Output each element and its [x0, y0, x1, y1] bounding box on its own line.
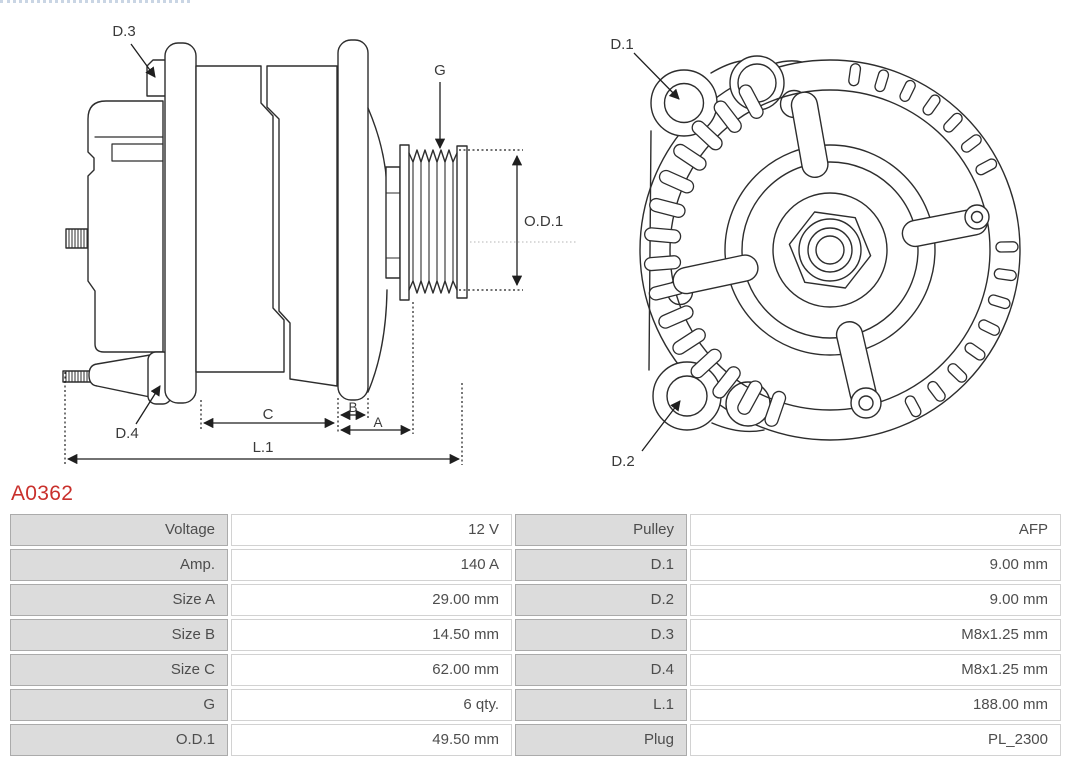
spec-value-cell: AFP	[690, 514, 1061, 546]
spec-label-cell: G	[10, 689, 228, 721]
front-bracket-flange	[338, 40, 368, 400]
label-d2: D.2	[611, 453, 635, 470]
label-g: G	[434, 62, 446, 79]
spec-label-cell: Pulley	[515, 514, 687, 546]
label-d3: D.3	[112, 23, 136, 40]
label-dim-a: A	[373, 415, 383, 430]
rear-bracket-flange	[165, 43, 196, 403]
spec-table	[7, 511, 1064, 759]
spec-value-cell: 14.50 mm	[231, 619, 512, 651]
spec-value-cell: 62.00 mm	[231, 654, 512, 686]
leader-d3	[131, 44, 155, 77]
spec-row	[10, 584, 1061, 616]
spec-label-cell: D.4	[515, 654, 687, 686]
ear-bottom-right	[851, 388, 881, 418]
spec-value-cell: 140 A	[231, 549, 512, 581]
pulley	[400, 145, 467, 300]
label-d1: D.1	[610, 36, 634, 53]
spec-label-cell: Size B	[10, 619, 228, 651]
spec-label-cell: Plug	[515, 724, 687, 756]
spec-value-cell: 29.00 mm	[231, 584, 512, 616]
spec-label-cell: Size C	[10, 654, 228, 686]
spec-label-cell: Amp.	[10, 549, 228, 581]
spec-value-cell: M8x1.25 mm	[690, 619, 1061, 651]
spec-value-cell: PL_2300	[690, 724, 1061, 756]
spec-label-cell: D.1	[515, 549, 687, 581]
spec-row	[10, 619, 1061, 651]
spec-row	[10, 724, 1061, 756]
label-d4: D.4	[115, 425, 139, 442]
spec-value-cell: 6 qty.	[231, 689, 512, 721]
shaft	[386, 167, 400, 278]
spec-label-cell: Size A	[10, 584, 228, 616]
spec-value-cell: M8x1.25 mm	[690, 654, 1061, 686]
spec-value-cell: 49.50 mm	[231, 724, 512, 756]
label-od1: O.D.1	[524, 213, 564, 230]
spec-value-cell: 188.00 mm	[690, 689, 1061, 721]
label-dim-l1: L.1	[252, 439, 274, 456]
side-view-drawing	[63, 40, 467, 404]
spec-row	[10, 654, 1061, 686]
spec-label-cell: L.1	[515, 689, 687, 721]
spec-row	[10, 549, 1061, 581]
top-edge-artifact	[0, 0, 190, 3]
front-cone	[368, 108, 387, 392]
label-dim-c: C	[262, 406, 274, 423]
spec-value-cell: 9.00 mm	[690, 584, 1061, 616]
spec-row	[10, 689, 1061, 721]
spec-row	[10, 514, 1061, 546]
rear-cover	[88, 101, 163, 352]
spec-label-cell: D.2	[515, 584, 687, 616]
ear-right	[965, 205, 989, 229]
spec-value-cell: 12 V	[231, 514, 512, 546]
label-dim-b: B	[348, 400, 358, 415]
spec-label-cell: Voltage	[10, 514, 228, 546]
spec-label-cell: D.3	[515, 619, 687, 651]
stator-body	[196, 66, 284, 372]
spec-label-cell: O.D.1	[10, 724, 228, 756]
part-number: A0362	[11, 482, 74, 505]
spec-value-cell: 9.00 mm	[690, 549, 1061, 581]
d4-boss	[89, 355, 150, 397]
terminal-stud-top	[66, 229, 90, 248]
rear-view-drawing	[640, 56, 1020, 440]
